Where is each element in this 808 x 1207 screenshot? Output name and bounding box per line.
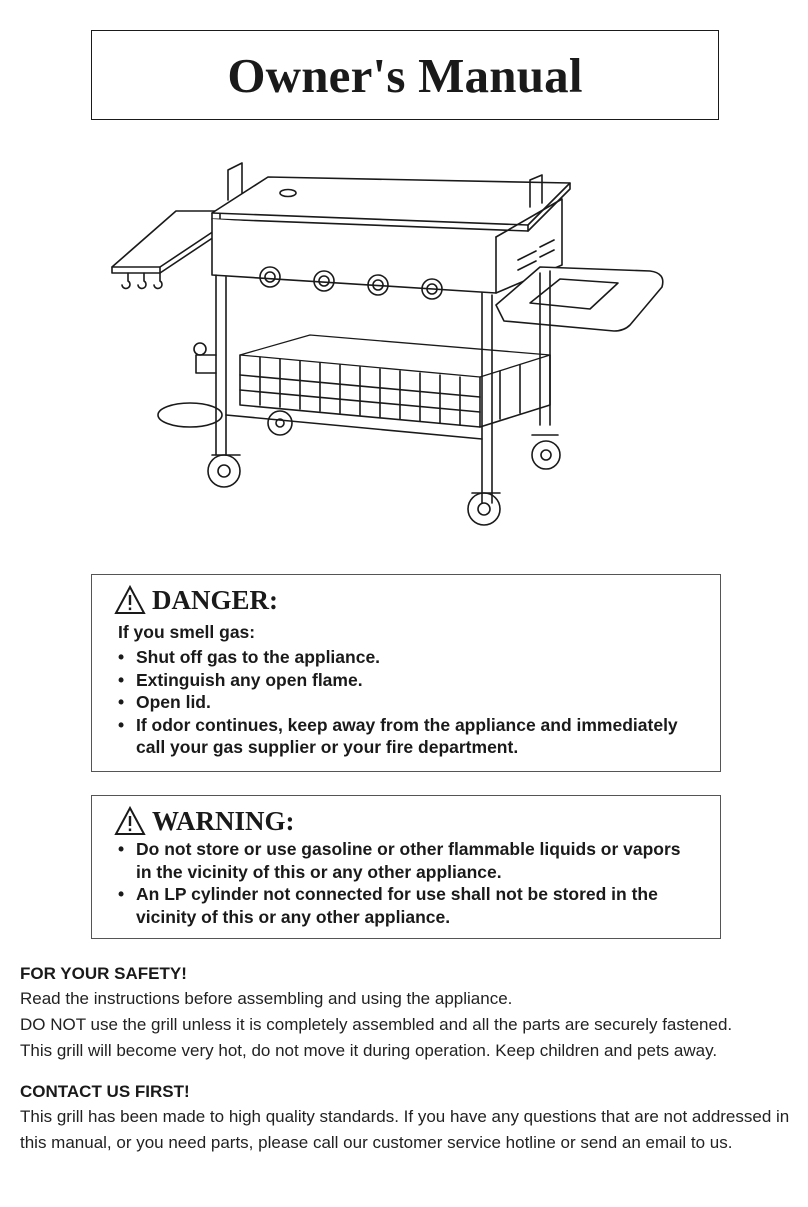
warning-triangle-icon: [114, 585, 146, 615]
warning-title: WARNING:: [152, 806, 295, 836]
danger-intro: If you smell gas:: [118, 622, 256, 642]
list-item: • Shut off gas to the appliance.: [114, 646, 700, 669]
list-item: • Extinguish any open flame.: [114, 669, 700, 692]
griddle-illustration: [100, 155, 700, 535]
title-box: [91, 30, 719, 120]
warning-header: [114, 804, 700, 838]
danger-title: DANGER:: [152, 585, 278, 615]
warning-triangle-icon: [114, 806, 146, 836]
contact-heading: CONTACT US FIRST!: [20, 1082, 190, 1101]
warning-list: [114, 838, 700, 928]
warning-box: [91, 795, 721, 939]
danger-header: [114, 583, 700, 617]
danger-box: [91, 574, 721, 772]
contact-text: This grill has been made to high quality standards. If you have any questions that are not addressed in this manual, or you need parts, please call our customer service hotline or send an email to us.: [20, 1107, 790, 1152]
safety-line: DO NOT use the grill unless it is completely assembled and all the parts are securely fastened.: [20, 1015, 733, 1034]
safety-line: Read the instructions before assembling and using the appliance.: [20, 989, 513, 1008]
list-item: • An LP cylinder not connected for use shall not be stored in the vicinity of this or any other appliance.: [114, 883, 700, 928]
list-item: • Open lid.: [114, 691, 700, 714]
safety-section: [20, 962, 800, 1064]
page-title: Owner's Manual: [227, 47, 583, 103]
safety-line: This grill will become very hot, do not move it during operation. Keep children and pets away.: [20, 1041, 718, 1060]
list-item: • Do not store or use gasoline or other flammable liquids or vapors in the vicinity of this or any other appliance.: [114, 838, 700, 883]
list-item: • If odor continues, keep away from the appliance and immediately call your gas supplier or your fire department.: [114, 714, 700, 759]
safety-heading: FOR YOUR SAFETY!: [20, 964, 187, 983]
danger-list: [114, 646, 700, 759]
contact-section: [20, 1080, 800, 1156]
